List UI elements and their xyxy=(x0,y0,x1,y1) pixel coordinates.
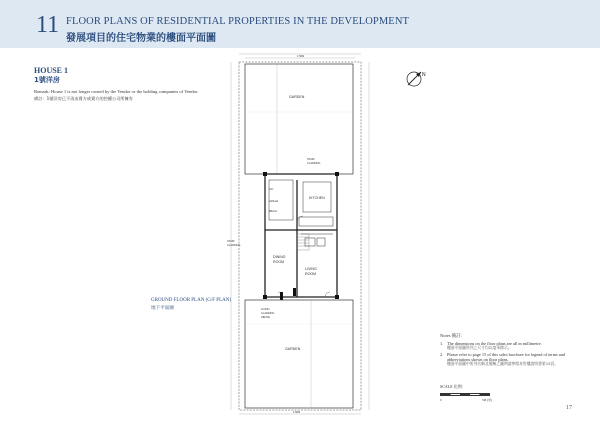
note-number: 2. xyxy=(440,351,444,357)
note-item xyxy=(440,341,580,351)
scale-end: 5M (米) xyxy=(482,398,492,402)
note-text-en: Please refer to page 15 of this sales brochure for legend of terms and abbreviations shown on floor plans. xyxy=(447,351,566,363)
floor-plan xyxy=(225,52,375,418)
svg-text:CLADDING: CLADDING xyxy=(227,244,241,247)
stair xyxy=(297,234,309,250)
svg-text:17000: 17000 xyxy=(293,411,301,414)
plan-label-zh: 地下平面圖 xyxy=(151,306,174,311)
svg-text:CLADDING: CLADDING xyxy=(307,162,321,165)
section-number: 11 xyxy=(36,12,60,38)
stair-cladding-left-label: STAIR xyxy=(227,240,235,243)
room-label-dining-1: DINING xyxy=(273,255,286,259)
scale-start: 0 xyxy=(440,398,442,402)
living-cladding-label: LIVING xyxy=(261,308,270,311)
svg-text:A/C: A/C xyxy=(269,188,274,191)
door-swings xyxy=(278,216,330,297)
room-label-living-2: ROOM xyxy=(305,272,317,276)
inner-walls xyxy=(269,180,333,246)
scale-label: SCALE 比例： xyxy=(440,384,466,389)
section-title-en: FLOOR PLANS OF RESIDENTIAL PROPERTIES IN THE DEVELOPMENT xyxy=(66,16,410,27)
remark-en: Remark: House 1 is not longer owned by the Vendor or the holding companies of Vendor xyxy=(34,89,198,94)
house-title-zh: 1號洋房 xyxy=(34,76,60,84)
scale-ticks xyxy=(440,398,492,402)
note-text-en: The dimensions on the floor plans are all in millimetre. xyxy=(447,340,542,346)
columns xyxy=(263,172,339,300)
kitchen-notes xyxy=(269,187,278,213)
note-number: 1. xyxy=(440,340,444,346)
svg-text:CLADDING: CLADDING xyxy=(261,312,275,315)
remark-zh: 備註：1號洋房已不再由賣方或賣方的控權公司所擁有 xyxy=(34,96,133,101)
svg-text:17000: 17000 xyxy=(297,55,305,58)
notes-block xyxy=(440,333,580,368)
svg-text:ABOVE: ABOVE xyxy=(261,316,270,319)
svg-text:MECH.: MECH. xyxy=(269,210,278,213)
stair-cladding-label: STAIR xyxy=(307,158,315,161)
plan-label-en: GROUND FLOOR PLAN (G/F PLAN) xyxy=(151,298,232,303)
north-label: N xyxy=(422,72,426,78)
note-item xyxy=(440,352,580,367)
page-number: 17 xyxy=(566,405,572,411)
north-arrow-icon xyxy=(404,67,428,89)
house-walls xyxy=(265,174,337,297)
room-label-garden-bottom: GARDEN xyxy=(285,347,301,351)
note-text-zh: 樓面平面圖所列之尺寸均以毫米標示。 xyxy=(447,344,512,350)
note-text-zh: 樓面平面圖中所列名稱及簡稱之圖例請參閱本售樓說明書第15頁。 xyxy=(447,361,559,367)
section-title-zh: 發展項目的住宅物業的樓面平面圖 xyxy=(66,33,216,44)
room-label-kitchen: KITCHEN xyxy=(309,196,325,200)
garden-top-area xyxy=(245,64,353,174)
room-label-living-1: LIVING xyxy=(305,267,317,271)
svg-text:GRILLE: GRILLE xyxy=(269,200,279,203)
notes-heading: Notes 備註： xyxy=(440,333,466,338)
room-label-dining-2: ROOM xyxy=(273,260,285,264)
house-title: HOUSE 1 xyxy=(34,66,69,75)
scale-bar xyxy=(440,384,500,402)
scale-graphic xyxy=(440,393,490,396)
plot-boundary xyxy=(239,62,361,410)
room-label-garden-top: GARDEN xyxy=(289,95,305,99)
